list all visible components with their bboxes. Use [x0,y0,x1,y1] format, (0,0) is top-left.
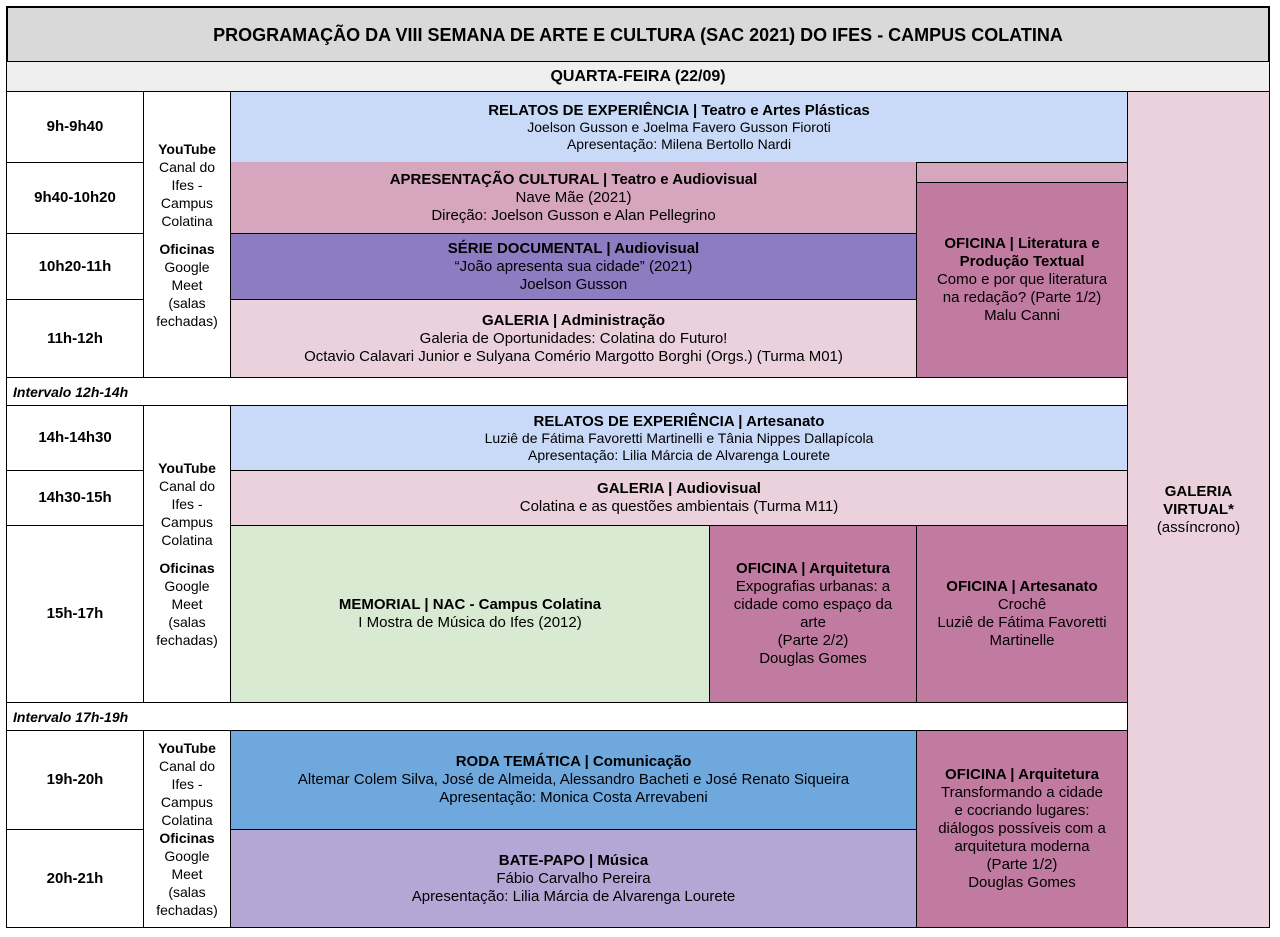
break-row: Intervalo 17h-19h [6,702,1128,731]
channel-info: YouTube Canal do Ifes - Campus Colatina Oficinas Google Meet (salas fechadas) [143,405,231,703]
time-slot: 9h40-10h20 [6,162,144,234]
event-galeria-audiovisual: GALERIA | Audiovisual Colatina e as questões ambientais (Turma M11) [230,470,1128,526]
break-row: Intervalo 12h-14h [6,377,1128,406]
day-header [6,61,1270,92]
time-slot: 19h-20h [6,730,144,830]
time-slot: 20h-21h [6,829,144,928]
title-text: PROGRAMAÇÃO DA VIII SEMANA DE ARTE E CULTURA (SAC 2021) DO IFES - CAMPUS COLATINA [213,24,1063,45]
event-galeria-administracao: GALERIA | Administração Galeria de Oportunidades: Colatina do Futuro! Octavio Calavari Junior e Sulyana Comério Margotto Borghi (Orgs.) (Turma M01) [230,299,917,378]
page-title [6,6,1270,62]
event-apresentacao-cultural-body: APRESENTAÇÃO CULTURAL | Teatro e Audiovisual Nave Mãe (2021) Direção: Joelson Gusson e Alan Pellegrino [230,162,917,234]
event-galeria-virtual: GALERIA VIRTUAL* (assíncrono) [1127,91,1270,928]
event-oficina-literatura: OFICINA | Literatura e Produção Textual Como e por que literatura na redação? (Parte 1/2) Malu Canni [916,182,1128,378]
channel-info: YouTube Canal do Ifes - Campus Colatina Oficinas Google Meet (salas fechadas) [143,730,231,928]
day-text: QUARTA-FEIRA (22/09) [550,67,726,85]
event-oficina-artesanato: OFICINA | Artesanato Crochê Luziê de Fátima Favoretti Martinelle [916,525,1128,703]
event-oficina-arquitetura-cidade: OFICINA | Arquitetura Transformando a cidade e cocriando lugares: diálogos possíveis com a arquitetura moderna (Parte 1/2) Douglas Gomes [916,730,1128,928]
channel-info: YouTube Canal do Ifes - Campus Colatina Oficinas Google Meet (salas fechadas) [143,91,231,378]
time-slot: 11h-12h [6,299,144,378]
event-relatos-artesanato: RELATOS DE EXPERIÊNCIA | Artesanato Luziê de Fátima Favoretti Martinelli e Tânia Nippes Dallapícola Apresentação: Lilia Márcia de Alvarenga Lourete [230,405,1128,471]
time-slot: 14h-14h30 [6,405,144,471]
time-slot: 10h20-11h [6,233,144,300]
event-oficina-arquitetura-expografias: OFICINA | Arquitetura Expografias urbanas: a cidade como espaço da arte (Parte 2/2) Douglas Gomes [709,525,917,703]
time-slot: 15h-17h [6,525,144,703]
event-relatos-teatro: RELATOS DE EXPERIÊNCIA | Teatro e Artes Plásticas Joelson Gusson e Joelma Favero Gusson Fioroti Apresentação: Milena Bertollo Nardi [230,91,1128,163]
event-roda-tematica: RODA TEMÁTICA | Comunicação Altemar Colem Silva, José de Almeida, Alessandro Bacheti e José Renato Siqueira Apresentação: Monica Costa Arrevabeni [230,730,917,830]
event-memorial: MEMORIAL | NAC - Campus Colatina I Mostra de Música do Ifes (2012) [230,525,710,703]
time-slot: 14h30-15h [6,470,144,526]
time-slot: 9h-9h40 [6,91,144,163]
event-serie-documental: SÉRIE DOCUMENTAL | Audiovisual “João apresenta sua cidade” (2021) Joelson Gusson [230,233,917,300]
event-bate-papo: BATE-PAPO | Música Fábio Carvalho Pereira Apresentação: Lilia Márcia de Alvarenga Lourete [230,829,917,928]
